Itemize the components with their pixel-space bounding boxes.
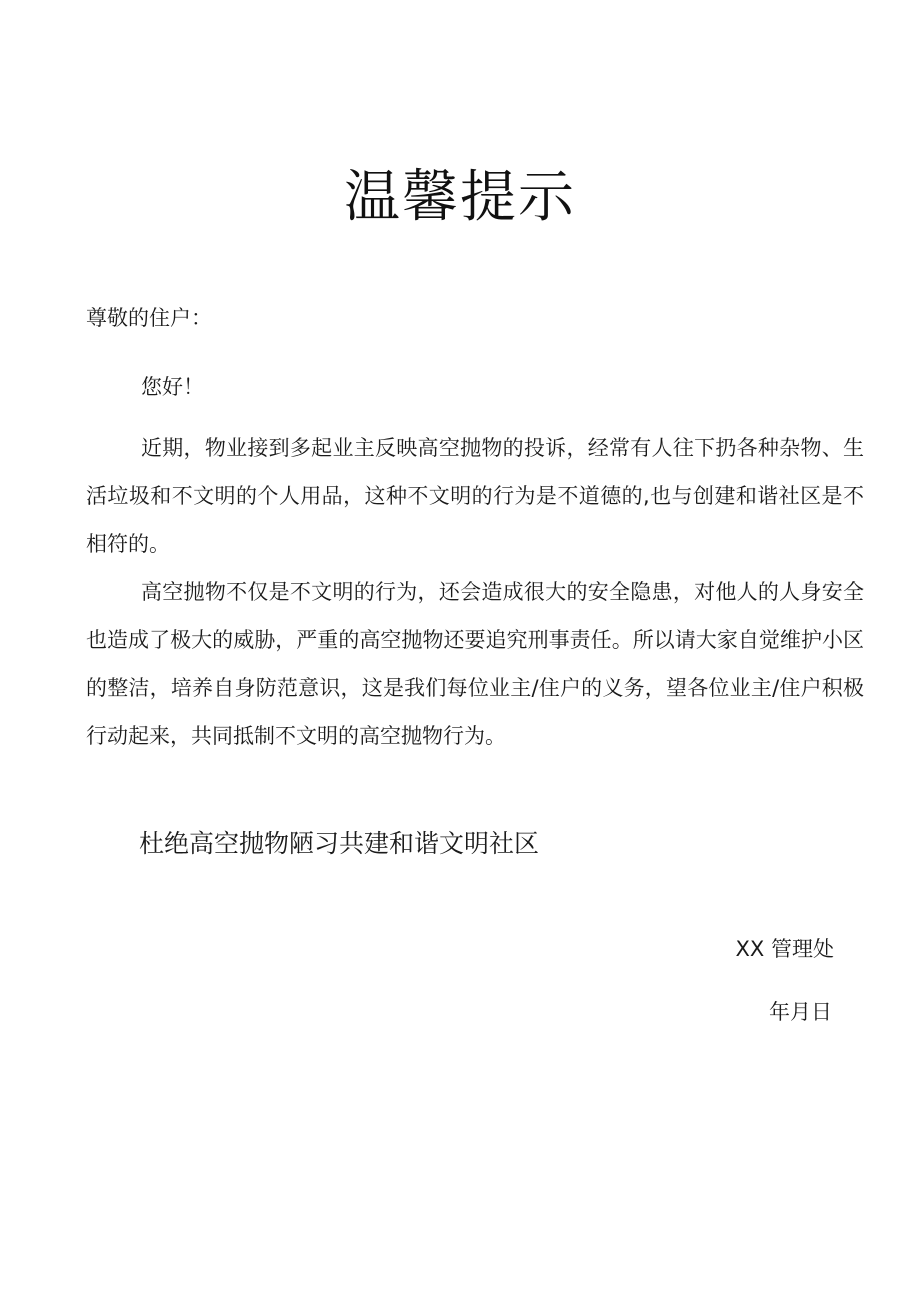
body-paragraph-2: 高空抛物不仅是不文明的行为，还会造成很大的安全隐患，对他人的人身安全也造成了极大的威胁，严重的高空抛物还要追究刑事责任。所以请大家自觉维护小区的整洁，培养自身防范意识，这是我们每位业主/住户的义务，望各位业主/住户积极行动起来，共同抵制不文明的高空抛物行为。 <box>86 580 864 748</box>
body-paragraph-1: 近期，物业接到多起业主反映高空抛物的投诉，经常有人往下扔各种杂物、生活垃圾和不文明的个人用品，这种不文明的行为是不道德的,也与创建和谐社区是不相符的。 <box>86 436 864 556</box>
hello-line: 您好！ <box>141 375 204 399</box>
signature-organization: XX 管理处 <box>735 937 834 961</box>
signature-date: 年月日 <box>769 1000 832 1024</box>
page-title: 温馨提示 <box>344 165 576 230</box>
slogan: 杜绝高空抛物陋习共建和谐文明社区 <box>139 829 540 858</box>
salutation: 尊敬的住户： <box>86 306 212 330</box>
